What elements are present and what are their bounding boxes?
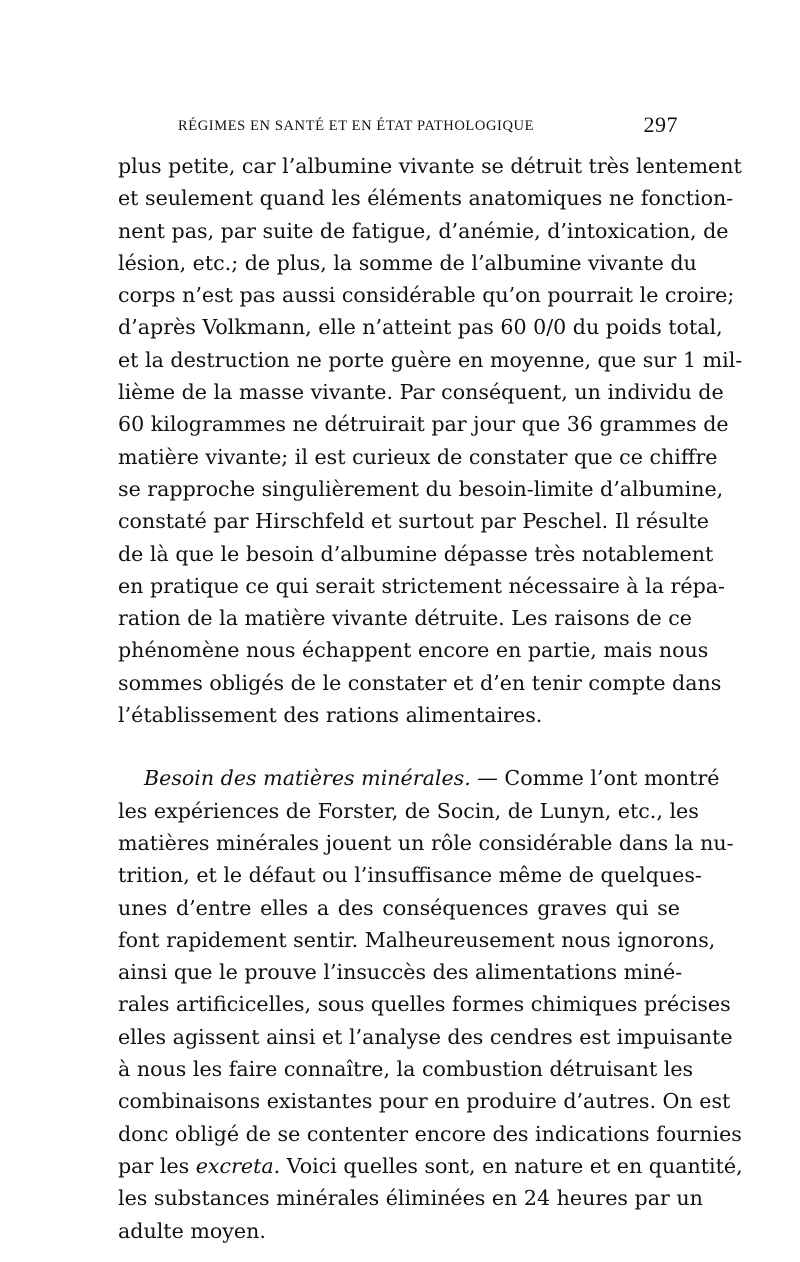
- text-line: de là que le besoin d’albumine dépasse très notablement: [118, 541, 714, 566]
- text-line: les substances minérales éliminées en 24 heures par un: [118, 1186, 703, 1211]
- text-fragment: par les: [118, 1153, 196, 1178]
- text-line: lésion, etc.; de plus, la somme de l’albumine vivante du: [118, 250, 697, 275]
- text-line: à nous les faire connaître, la combustion détruisant les: [118, 1057, 694, 1082]
- text-line: constaté par Hirschfeld et surtout par Peschel. Il résulte: [118, 509, 709, 534]
- italic-term: excreta.: [195, 1153, 281, 1178]
- text-line: nent pas, par suite de fatigue, d’anémie, d’intoxication, de: [118, 218, 729, 243]
- text-line: l’établissement des rations alimentaires.: [118, 703, 543, 728]
- paragraph-matieres-minerales: [118, 762, 743, 1246]
- text-line: et seulement quand les éléments anatomiques ne fonction-: [118, 186, 734, 211]
- text-line: font rapidement sentir. Malheureusement nous ignorons,: [118, 927, 716, 952]
- header-title: RÉGIMES EN SANTÉ ET EN ÉTAT PATHOLOGIQUE: [178, 118, 535, 134]
- text-fragment: Voici quelles sont, en nature et en quantité,: [280, 1153, 743, 1178]
- paragraph-spacer: [118, 731, 680, 762]
- heading-continuation: — Comme l’ont montré: [470, 766, 720, 791]
- text-line: trition, et le défaut ou l’insuffisance même de quelques-: [118, 863, 702, 888]
- text-line: unes d’entre elles a des conséquences graves qui se: [118, 895, 680, 920]
- text-line: donc obligé de se contenter encore des indications fournies: [118, 1121, 742, 1146]
- section-heading: Besoin des matières minérales.: [144, 766, 471, 791]
- body-text: [118, 150, 743, 1247]
- running-header: [178, 112, 678, 142]
- text-line: lième de la masse vivante. Par conséquent, un individu de: [118, 380, 724, 405]
- text-line: elles agissent ainsi et l’analyse des cendres est impuisante: [118, 1024, 733, 1049]
- text-line: combinaisons existantes pour en produire d’autres. On est: [118, 1089, 731, 1114]
- page-number: 297: [643, 112, 678, 137]
- text-line: plus petite, car l’albumine vivante se détruit très lentement: [118, 154, 742, 178]
- text-line: se rapproche singulièrement du besoin-limite d’albumine,: [118, 476, 724, 501]
- text-line: [118, 762, 720, 794]
- text-line: adulte moyen.: [118, 1218, 266, 1243]
- text-line: ration de la matière vivante détruite. Les raisons de ce: [118, 606, 692, 631]
- text-line: phénomène nous échappent encore en partie, mais nous: [118, 638, 709, 663]
- text-line: corps n’est pas aussi considérable qu’on pourrait le croire;: [118, 283, 735, 308]
- text-line: et la destruction ne porte guère en moyenne, que sur 1 mil-: [118, 347, 743, 372]
- paragraph-albumine: [118, 150, 743, 731]
- text-line: d’après Volkmann, elle n’atteint pas 60 0/0 du poids total,: [118, 315, 723, 340]
- text-line: sommes obligés de le constater et d’en tenir compte dans: [118, 670, 722, 695]
- text-line: rales artificicelles, sous quelles formes chimiques précises: [118, 992, 731, 1017]
- text-line: matières minérales jouent un rôle considérable dans la nu-: [118, 830, 734, 855]
- text-line: ainsi que le prouve l’insuccès des alimentations miné-: [118, 960, 683, 985]
- text-line: matière vivante; il est curieux de constater que ce chiffre: [118, 444, 718, 469]
- text-line: [118, 1150, 743, 1182]
- text-line: en pratique ce qui serait strictement nécessaire à la répa-: [118, 573, 725, 598]
- text-line: 60 kilogrammes ne détruirait par jour que 36 grammes de: [118, 412, 729, 437]
- text-line: les expériences de Forster, de Socin, de Lunyn, etc., les: [118, 798, 699, 823]
